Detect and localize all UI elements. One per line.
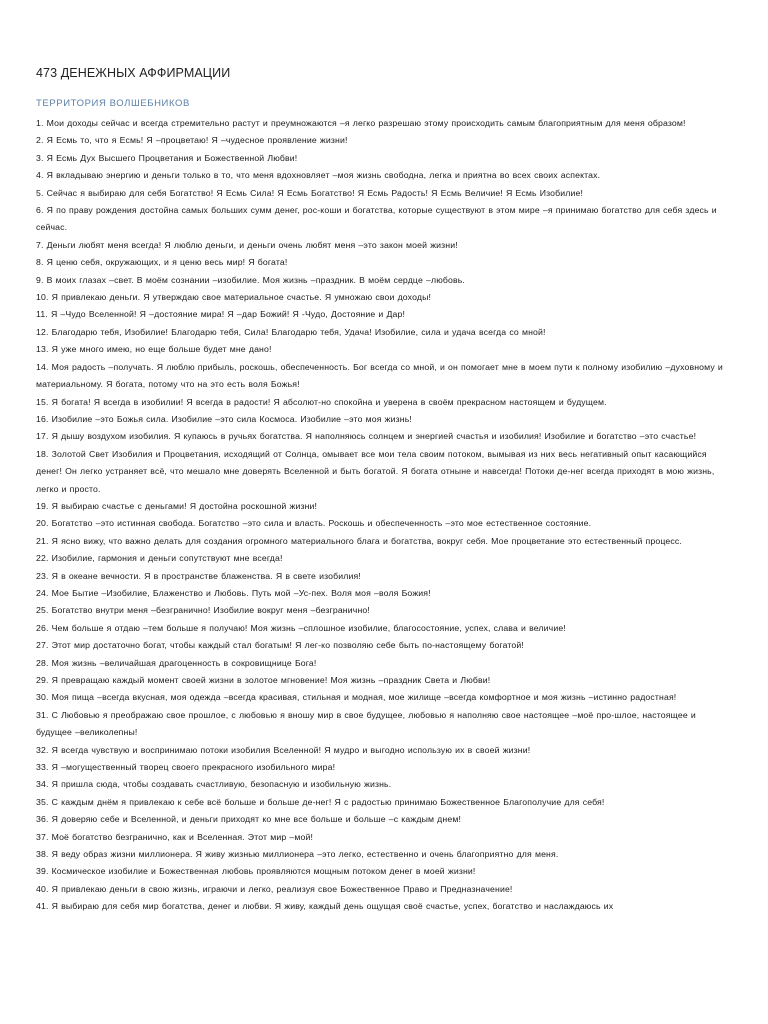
list-item: 39. Космическое изобилие и Божественная любовь проявляются мощным потоком денег в моей жизни! xyxy=(36,866,476,877)
list-item: 8. Я ценю себя, окружающих, и я ценю весь мир! Я богата! xyxy=(36,257,288,268)
list-item: 2. Я Есмь то, что я Есмь! Я –процветаю! Я –чудесное проявление жизни! xyxy=(36,135,348,146)
list-item: 15. Я богата! Я всегда в изобилии! Я всегда в радости! Я абсолют-но спокойна и уверена в своём прекрасном настоящем и будущем. xyxy=(36,396,607,407)
list-item: 40. Я привлекаю деньги в свою жизнь, играючи и легко, реализуя свое Божественное Право и Предназначение! xyxy=(36,883,513,894)
list-item: 12. Благодарю тебя, Изобилие! Благодарю тебя, Сила! Благодарю тебя, Удача! Изобилие, сила и удача всегда со мной! xyxy=(36,326,546,337)
list-item: 20. Богатство –это истинная свобода. Богатство –это сила и власть. Роскошь и обеспеченность –это мое естественное состояние. xyxy=(36,518,592,529)
list-item: 21. Я ясно вижу, что важно делать для создания огромного материального блага и богатства, вокруг себя. Мое процветание это естественный процесс. xyxy=(36,535,682,546)
list-item: 17. Я дышу воздухом изобилия. Я купаюсь в ручьях богатства. Я наполняюсь солнцем и энергией счастья и изобилия! Изобилие и богатство –это счастье! xyxy=(36,431,697,442)
list-item: 18. Золотой Свет Изобилия и Процветания, исходящий от Солнца, омывает все мои тела своим потоком, вымывая из них весь негативный опыт касающийся денег! Он легко устраняет всё, что мешало мне доверять Вселенной и быть богатой. Я богата отныне и навсегда! Потоки де-нег всегда приходят в мою жизнь, легко и просто. xyxy=(36,448,715,494)
list-item: 1. Мои доходы сейчас и всегда стремительно растут и преумножаются –я легко разрешаю этому происходить самым благоприятным для меня образом! xyxy=(36,118,686,128)
list-item: 35. С каждым днём я привлекаю к себе всё больше и больше де-нег! Я с радостью принимаю Божественное Благополучие для себя! xyxy=(36,796,605,807)
list-item: 32. Я всегда чувствую и воспринимаю потоки изобилия Вселенной! Я мудро и выгодно использую их в своей жизни! xyxy=(36,744,531,755)
list-item: 5. Сейчас я выбираю для себя Богатство! Я Есмь Сила! Я Есмь Богатство! Я Есмь Радость! Я Есмь Величие! Я Есмь Изобилие! xyxy=(36,187,584,198)
list-item: 13. Я уже много имею, но еще больше будет мне дано! xyxy=(36,344,272,355)
document-page xyxy=(36,66,732,916)
list-item: 9. В моих глазах –свет. В моём сознании –изобилие. Моя жизнь –праздник. В моём сердце –любовь. xyxy=(36,274,465,285)
list-item: 24. Мое Бытие –Изобилие, Блаженство и Любовь. Путь мой –Ус-пех. Воля моя –воля Божия! xyxy=(36,587,431,598)
list-item: 25. Богатство внутри меня –безгранично! Изобилие вокруг меня –безгранично! xyxy=(36,605,370,616)
list-item: 33. Я –могущественный творец своего прекрасного изобильного мира! xyxy=(36,762,336,773)
list-item: 31. С Любовью я преображаю свое прошлое, с любовью я вношу мир в свое будущее, любовью я наполняю свое настоящее –моё про-шлое, настоящее и будущее –великолепны! xyxy=(36,709,696,738)
list-item: 3. Я Есмь Дух Высшего Процветания и Божественной Любви! xyxy=(36,152,298,163)
list-item: 36. Я доверяю себе и Вселенной, и деньги приходят ко мне все больше и больше –с каждым днем! xyxy=(36,814,462,825)
list-item: 4. Я вкладываю энергию и деньги только в то, что меня вдохновляет –моя жизнь свободна, легка и приятна во всех своих аспектах. xyxy=(36,170,601,181)
list-item: 30. Моя пища –всегда вкусная, моя одежда –всегда красивая, стильная и модная, мое жилище –всегда комфортное и моя жизнь –истинно радостная! xyxy=(36,692,677,703)
list-item: 34. Я пришла сюда, чтобы создавать счастливую, безопасную и изобильную жизнь. xyxy=(36,779,392,790)
list-item: 26. Чем больше я отдаю –тем больше я получаю! Моя жизнь –сплошное изобилие, благосостояние, успех, слава и величие! xyxy=(36,622,566,633)
list-item: 37. Моё богатство безгранично, как и Вселенная. Этот мир –мой! xyxy=(36,831,314,842)
list-item: 38. Я веду образ жизни миллионера. Я живу жизнью миллионера –это легко, естественно и очень благоприятно для меня. xyxy=(36,849,559,860)
list-item: 6. Я по праву рождения достойна самых больших сумм денег, рос-коши и богатства, которые существуют в этом мире –я принимаю богатство для себя здесь и сейчас. xyxy=(36,205,717,233)
list-item: 7. Деньги любят меня всегда! Я люблю деньги, и деньги очень любят меня –это закон моей жизни! xyxy=(36,239,458,250)
list-item: 10. Я привлекаю деньги. Я утверждаю свое материальное счастье. Я умножаю свои доходы! xyxy=(36,292,432,303)
list-item: 28. Моя жизнь –величайшая драгоценность в сокровищнице Бога! xyxy=(36,657,317,668)
list-item: 23. Я в океане вечности. Я в пространстве блаженства. Я в свете изобилия! xyxy=(36,570,361,581)
list-item: 22. Изобилие, гармония и деньги сопутствуют мне всегда! xyxy=(36,553,283,564)
list-item: 11. Я –Чудо Вселенной! Я –достояние мира! Я –дар Божий! Я -Чудо, Достояние и Дар! xyxy=(36,309,406,320)
document-title: 473 ДЕНЕЖНЫХ АФФИРМАЦИИ xyxy=(36,66,231,80)
affirmation-list xyxy=(36,115,732,916)
list-item: 14. Моя радость –получать. Я люблю прибыль, роскошь, обеспеченность. Бог всегда со мной, и он помогает мне в моем пути к полному изобилию –духовному и материальному. Я богата, потому что на это есть воля Божья! xyxy=(36,361,723,390)
list-item: 19. Я выбираю счастье с деньгами! Я достойна роскошной жизни! xyxy=(36,500,318,511)
list-item: 41. Я выбираю для себя мир богатства, денег и любви. Я живу, каждый день ощущая своё счастье, успех, богатство и наслаждаюсь их xyxy=(36,901,614,912)
list-item: 29. Я превращаю каждый момент своей жизни в золотое мгновение! Моя жизнь –праздник Света и Любви! xyxy=(36,675,491,685)
section-heading: ТЕРРИТОРИЯ ВОЛШЕБНИКОВ xyxy=(36,98,190,109)
list-item: 27. Этот мир достаточно богат, чтобы каждый стал богатым! Я лег-ко позволяю себе быть по-настоящему богатой! xyxy=(36,640,524,651)
list-item: 16. Изобилие –это Божья сила. Изобилие –это сила Космоса. Изобилие –это моя жизнь! xyxy=(36,413,412,424)
